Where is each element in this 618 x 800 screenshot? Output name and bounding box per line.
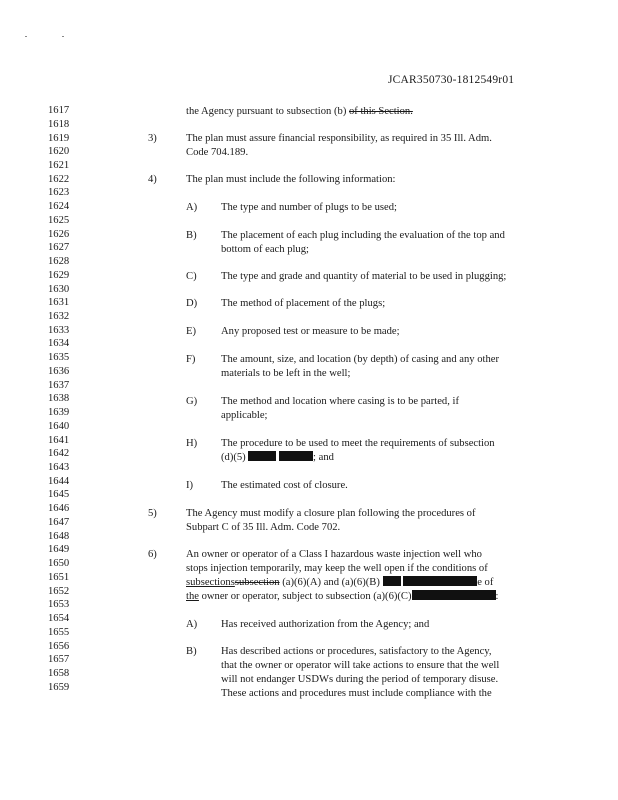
sub-f-number: F) — [186, 354, 196, 365]
line-number: 1635 — [48, 352, 70, 364]
line-number: 1655 — [48, 626, 70, 638]
item-4-number: 4) — [148, 174, 157, 185]
line-number: 1644 — [48, 475, 70, 487]
sub-6a-number: A) — [186, 619, 198, 630]
sub-e-line-1: Any proposed test or measure to be made; — [221, 326, 400, 337]
line-number: 1657 — [48, 654, 70, 666]
item-4-line-1: The plan must include the following information: — [186, 174, 396, 185]
line-number: 1648 — [48, 530, 70, 542]
line-number: 1654 — [48, 613, 70, 624]
sub-a-line-1: The type and number of plugs to be used; — [221, 202, 397, 213]
deleted-text: of this Section. — [349, 106, 413, 117]
line-number: 1652 — [48, 585, 70, 597]
line-number: 1624 — [48, 201, 70, 213]
line-number: 1649 — [48, 544, 70, 556]
line-number: 1617 — [48, 105, 70, 116]
line-number: 1628 — [48, 256, 70, 267]
line-number: 1642 — [48, 448, 70, 460]
redaction-mark — [412, 590, 496, 600]
line-number: 1622 — [48, 173, 70, 185]
line-number: 1633 — [48, 324, 70, 336]
sub-6b-number: B) — [186, 646, 197, 657]
line-1617-text: the Agency pursuant to subsection (b) of this Section. — [186, 106, 413, 117]
sub-d-line-1: The method of placement of the plugs; — [221, 298, 386, 309]
line-number: 1632 — [48, 311, 70, 322]
line-number: 1646 — [48, 503, 70, 515]
line-number: 1626 — [48, 228, 70, 240]
sub-d-number: D) — [186, 298, 198, 309]
sub-f-line-1: The amount, size, and location (by depth) of casing and any other — [221, 354, 499, 365]
line-number: 1658 — [48, 667, 70, 679]
document-id: JCAR350730-1812549r01 — [388, 74, 515, 86]
line-number: 1619 — [48, 132, 70, 144]
line-number: 1629 — [48, 269, 70, 281]
line-number: 1640 — [48, 420, 70, 432]
item-3-line-1: The plan must assure financial responsibility, as required in 35 Ill. Adm. — [186, 133, 492, 144]
sub-6b-line-3: will not endanger USDWs during the period of temporary disuse. — [221, 674, 499, 685]
line-number: 1643 — [48, 462, 70, 473]
line-number: 1618 — [48, 118, 70, 130]
line-number: 1636 — [48, 365, 70, 377]
line-number: 1637 — [48, 379, 70, 391]
item-6-line-4: the owner or operator, subject to subsection (a)(6)(C) : — [186, 591, 499, 602]
item-6-line-1: An owner or operator of a Class I hazardous waste injection well who — [186, 549, 482, 560]
deleted-text: subsection — [234, 577, 280, 588]
line-number: 1659 — [48, 681, 70, 693]
redaction-mark — [279, 451, 313, 461]
line-number: 1620 — [48, 146, 70, 158]
line-number: 1621 — [48, 159, 70, 171]
line-number: 1638 — [48, 393, 70, 405]
sub-h-line-1: The procedure to be used to meet the requirements of subsection — [221, 438, 495, 449]
sub-c-line-1: The type and grade and quantity of material to be used in plugging; — [221, 271, 507, 282]
line-number: 1630 — [48, 283, 70, 295]
item-3-line-2: Code 704.189. — [186, 147, 249, 158]
inserted-text: the — [186, 591, 199, 602]
item-6-number: 6) — [148, 549, 157, 560]
sub-i-number: I) — [186, 480, 194, 491]
item-3-number: 3) — [148, 133, 157, 144]
sub-f-line-2: materials to be left in the well; — [221, 368, 351, 379]
item-5-number: 5) — [148, 508, 157, 519]
line-number: 1641 — [48, 434, 70, 446]
sub-e-number: E) — [186, 326, 196, 337]
sub-b-line-2: bottom of each plug; — [221, 244, 309, 255]
line-number: 1645 — [48, 489, 70, 501]
sub-6b-line-2: that the owner or operator will take actions to ensure that the well — [221, 660, 500, 671]
sub-h-line-2: (d)(5) ; and — [221, 452, 334, 463]
sub-b-number: B) — [186, 230, 197, 241]
inserted-text: subsections — [186, 577, 235, 588]
sub-g-line-2: applicable; — [221, 410, 268, 421]
sub-6b-line-1: Has described actions or procedures, satisfactory to the Agency, — [221, 646, 492, 657]
redaction-mark — [383, 576, 401, 586]
item-6-line-2: stops injection temporarily, may keep the well open if the conditions of — [186, 563, 488, 574]
sub-6a-line-1: Has received authorization from the Agency; and — [221, 619, 430, 630]
line-number: 1634 — [48, 338, 70, 350]
scan-speck — [62, 36, 64, 37]
sub-6b-line-4: These actions and procedures must include compliance with the — [221, 688, 492, 699]
line-number: 1625 — [48, 214, 70, 226]
sub-a-number: A) — [186, 202, 198, 213]
line-number: 1623 — [48, 187, 70, 199]
sub-i-line-1: The estimated cost of closure. — [221, 480, 348, 491]
line-number: 1639 — [48, 407, 70, 419]
sub-g-line-1: The method and location where casing is to be parted, if — [221, 396, 459, 407]
item-5-line-2: Subpart C of 35 Ill. Adm. Code 702. — [186, 522, 341, 533]
line-number: 1650 — [48, 558, 70, 570]
scan-speck — [25, 36, 27, 37]
sub-c-number: C) — [186, 271, 197, 282]
line-number: 1647 — [48, 516, 70, 528]
line-number: 1653 — [48, 599, 70, 611]
line-number: 1651 — [48, 571, 70, 583]
sub-b-line-1: The placement of each plug including the evaluation of the top and — [221, 230, 505, 241]
line-number: 1656 — [48, 640, 70, 652]
line-number: 1631 — [48, 297, 70, 309]
line-number: 1627 — [48, 242, 70, 254]
item-6-line-3: subsectionssubsection (a)(6)(A) and (a)(6)(B) e of — [186, 577, 494, 588]
redaction-mark — [248, 451, 276, 461]
redaction-mark — [403, 576, 477, 586]
sub-h-number: H) — [186, 438, 198, 449]
sub-g-number: G) — [186, 396, 198, 407]
item-5-line-1: The Agency must modify a closure plan following the procedures of — [186, 508, 476, 519]
